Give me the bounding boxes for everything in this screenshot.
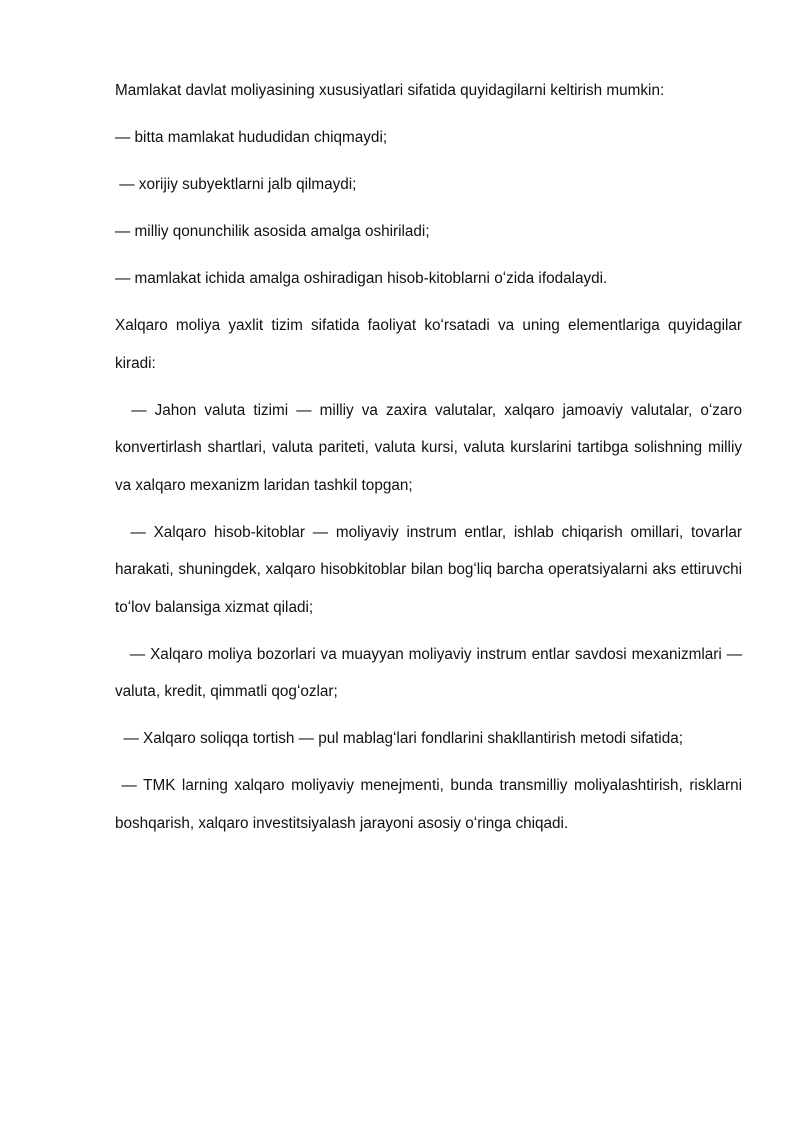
list-item: — mamlakat ichida amalga oshiradigan hisob-kitoblarni oʻzida ifodalaydi. bbox=[115, 270, 608, 287]
list-item: — Xalqaro moliya bozorlari va muayyan moliyaviy instrum entlar savdosi mexanizmlari — valuta, kredit, qimmatli qogʻozlar; bbox=[115, 645, 747, 700]
list-item: — Xalqaro soliqqa tortish — pul mablagʻlari fondlarini shakllantirish metodi sifatida; bbox=[115, 730, 683, 747]
list-item: — xorijiy subyektlarni jalb qilmaydi; bbox=[115, 176, 357, 193]
intro-paragraph: Mamlakat davlat moliyasining xususiyatlari sifatida quyidagilarni keltirish mumkin: bbox=[115, 82, 665, 99]
list-item: — TMK larning xalqaro moliyaviy menejmenti, bunda transmilliy moliyalashtirish, risklarni boshqarish, xalqaro investitsiyalash jarayoni asosiy oʻringa chiqadi. bbox=[115, 777, 747, 832]
document-body bbox=[115, 72, 747, 852]
body-paragraph: Xalqaro moliya yaxlit tizim sifatida faoliyat koʻrsatadi va uning elementlariga quyidagilar kiradi: bbox=[115, 317, 742, 372]
list-item: — bitta mamlakat hududidan chiqmaydi; bbox=[115, 129, 388, 146]
list-item: — Jahon valuta tizimi — milliy va zaxira valutalar, xalqaro jamoaviy valutalar, oʻzaro konvertirlash shartlari, valuta pariteti, valuta kursi, valuta kurslarini tartibga solishning milliy va xalqaro mexanizm laridan tashkil topgan; bbox=[115, 401, 747, 494]
list-item: — milliy qonunchilik asosida amalga oshiriladi; bbox=[115, 223, 430, 240]
list-item: — Xalqaro hisob-kitoblar — moliyaviy instrum entlar, ishlab chiqarish omillari, tovarlar harakati, shuningdek, xalqaro hisobkitoblar bilan bogʻliq barcha operatsiyalarni aks ettiruvchi toʻlov balansiga xizmat qiladi; bbox=[115, 523, 747, 616]
